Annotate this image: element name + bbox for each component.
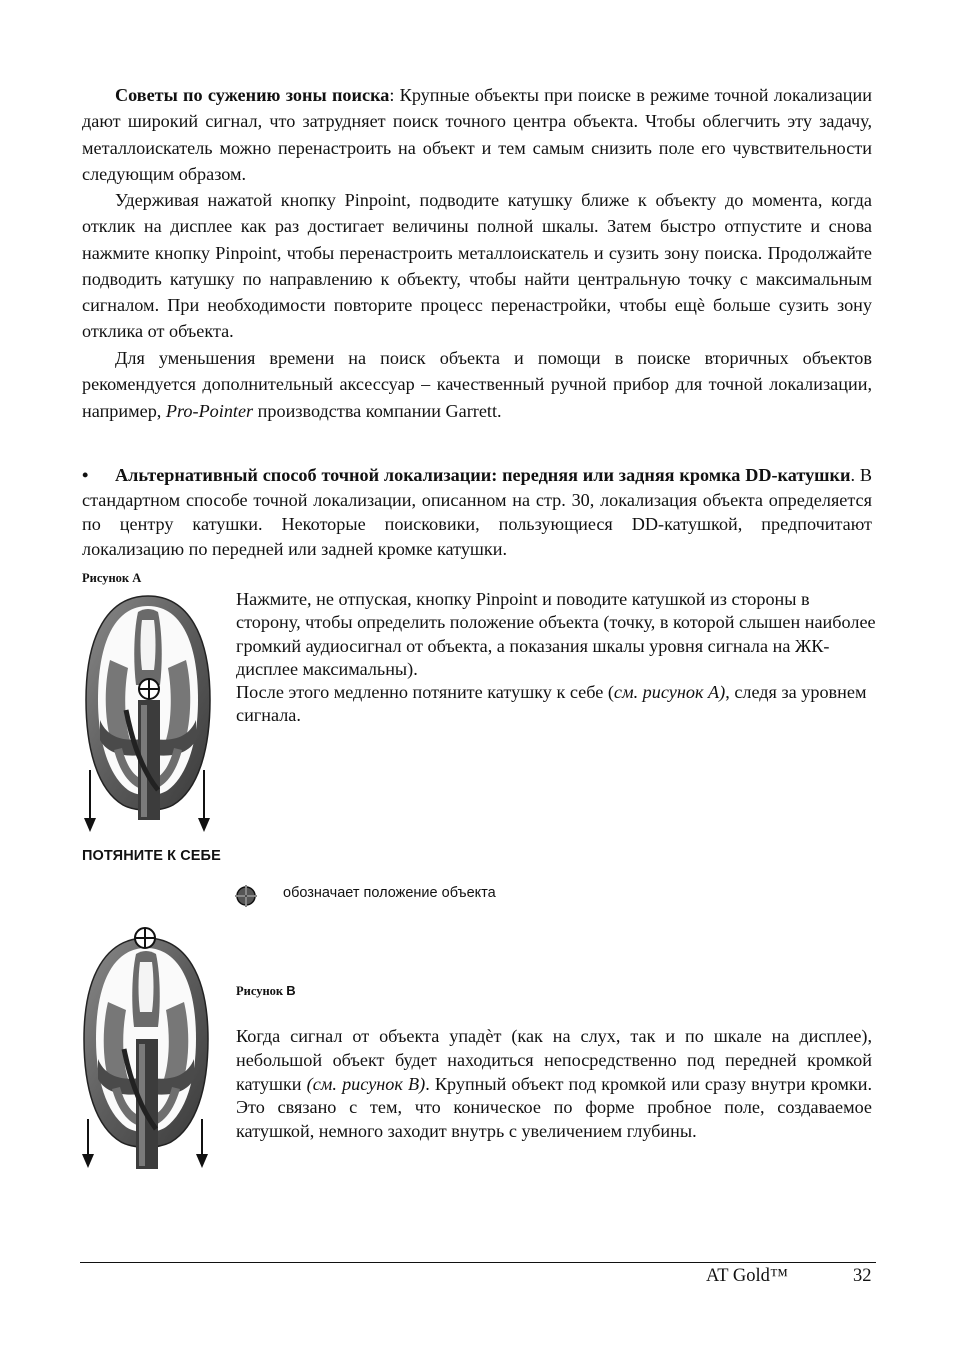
tips-paragraph bbox=[82, 82, 872, 187]
para3-start: Для уменьшения времени на поиск объекта и помощи в поиске вторичных объектов рекомендуется дополнительный аксессуар – качественный ручной прибор для точной локализации, например, bbox=[82, 348, 872, 421]
footer-brand: AT Gold™ bbox=[706, 1266, 789, 1286]
figure-a-text-2-end: , следя за уровнем сигнала. bbox=[236, 682, 867, 726]
tips-intro: : Крупные объекты при поиске в режиме точной локализации дают широкий сигнал, что затрудняет поиск точного центра объекта. Чтобы облегчить эту задачу, металлоискатель можно перенастроить на объект и тем самым снизить поле его чувствительности следующим образом. bbox=[82, 85, 873, 184]
figure-a-label: Рисунок А bbox=[82, 571, 142, 585]
legend-text: обозначает положение объекта bbox=[283, 885, 496, 901]
figure-b-coil-image bbox=[76, 924, 216, 1172]
figure-b-description bbox=[236, 1025, 872, 1144]
tips-paragraph-2: Удерживая нажатой кнопку Pinpoint, подводите катушку ближе к объекту до момента, когда отклик на дисплее как раз достигает величины полной шкалы. Затем быстро отпустите и снова нажмите кнопку Pinpoint, чтобы перенастроить металлоискатель и сузить зону поиска. Продолжайте подводить катушку по направлению к объекту, чтобы найти центральную точку с максимальным сигналом. При необходимости повторите процесс перенастройки, чтобы ещѐ больше сузить зону отклика от объекта. bbox=[82, 190, 872, 342]
figure-b-text-end: . Крупный объект под кромкой или сразу внутри кромки. Это связано с тем, что коническое по форме пробное поле, создаваемое катушкой, немного заходит внутрь с увеличением глубины. bbox=[236, 1073, 873, 1142]
tips-title: Советы по сужению зоны поиска bbox=[115, 85, 390, 105]
pro-pointer-name: Pro-Pointer bbox=[165, 400, 254, 421]
page-number: 32 bbox=[853, 1266, 872, 1286]
figure-b-text-start: Когда сигнал от объекта упадѐт (как на слух, так и по шкале на дисплее), небольшой объект будет находиться непосредственно под передней кромкой катушки bbox=[236, 1026, 872, 1094]
figure-b-label-letter: B bbox=[286, 983, 296, 998]
alternative-method-paragraph bbox=[82, 463, 872, 561]
alternative-method-text: . В стандартном способе точной локализации, описанном на стр. 30, локализация объекта определяется по центру катушки. Некоторые поисковики, пользующиеся DD-катушкой, предпочитают локализацию по передней или задней кромке катушки. bbox=[82, 465, 872, 559]
figure-a-text-2-start: После этого медленно потяните катушку к себе ( bbox=[236, 682, 614, 703]
crosshair-target-icon bbox=[233, 883, 259, 909]
figure-a-description bbox=[236, 588, 876, 728]
figure-a-text-1: Нажмите, не отпуская, кнопку Pinpoint и поводите катушкой из стороны в сторону, чтобы определить положение объекта (точку, в которой слышен наиболее громкий аудиосигнал от объекта, а показания шкалы уровня сигнала на ЖК-дисплее максимальны). bbox=[236, 589, 876, 679]
figure-b-reference: (см. рисунок B) bbox=[306, 1073, 426, 1094]
alternative-method-title: Альтернативный способ точной локализации: передняя или задняя кромка DD-катушки bbox=[115, 465, 851, 485]
figure-a-coil-image bbox=[78, 590, 218, 835]
figure-b-label-prefix: Рисунок bbox=[236, 984, 287, 998]
pull-toward-label: ПОТЯНИТЕ К СЕБЕ bbox=[82, 848, 221, 864]
figure-a-reference: см. рисунок А) bbox=[613, 682, 726, 703]
figure-b-label bbox=[236, 983, 296, 999]
bullet-mark: • bbox=[82, 465, 89, 485]
tips-paragraph-3 bbox=[82, 345, 872, 424]
para3-end: производства компании Garrett. bbox=[253, 400, 502, 421]
footer-rule bbox=[80, 1262, 876, 1263]
